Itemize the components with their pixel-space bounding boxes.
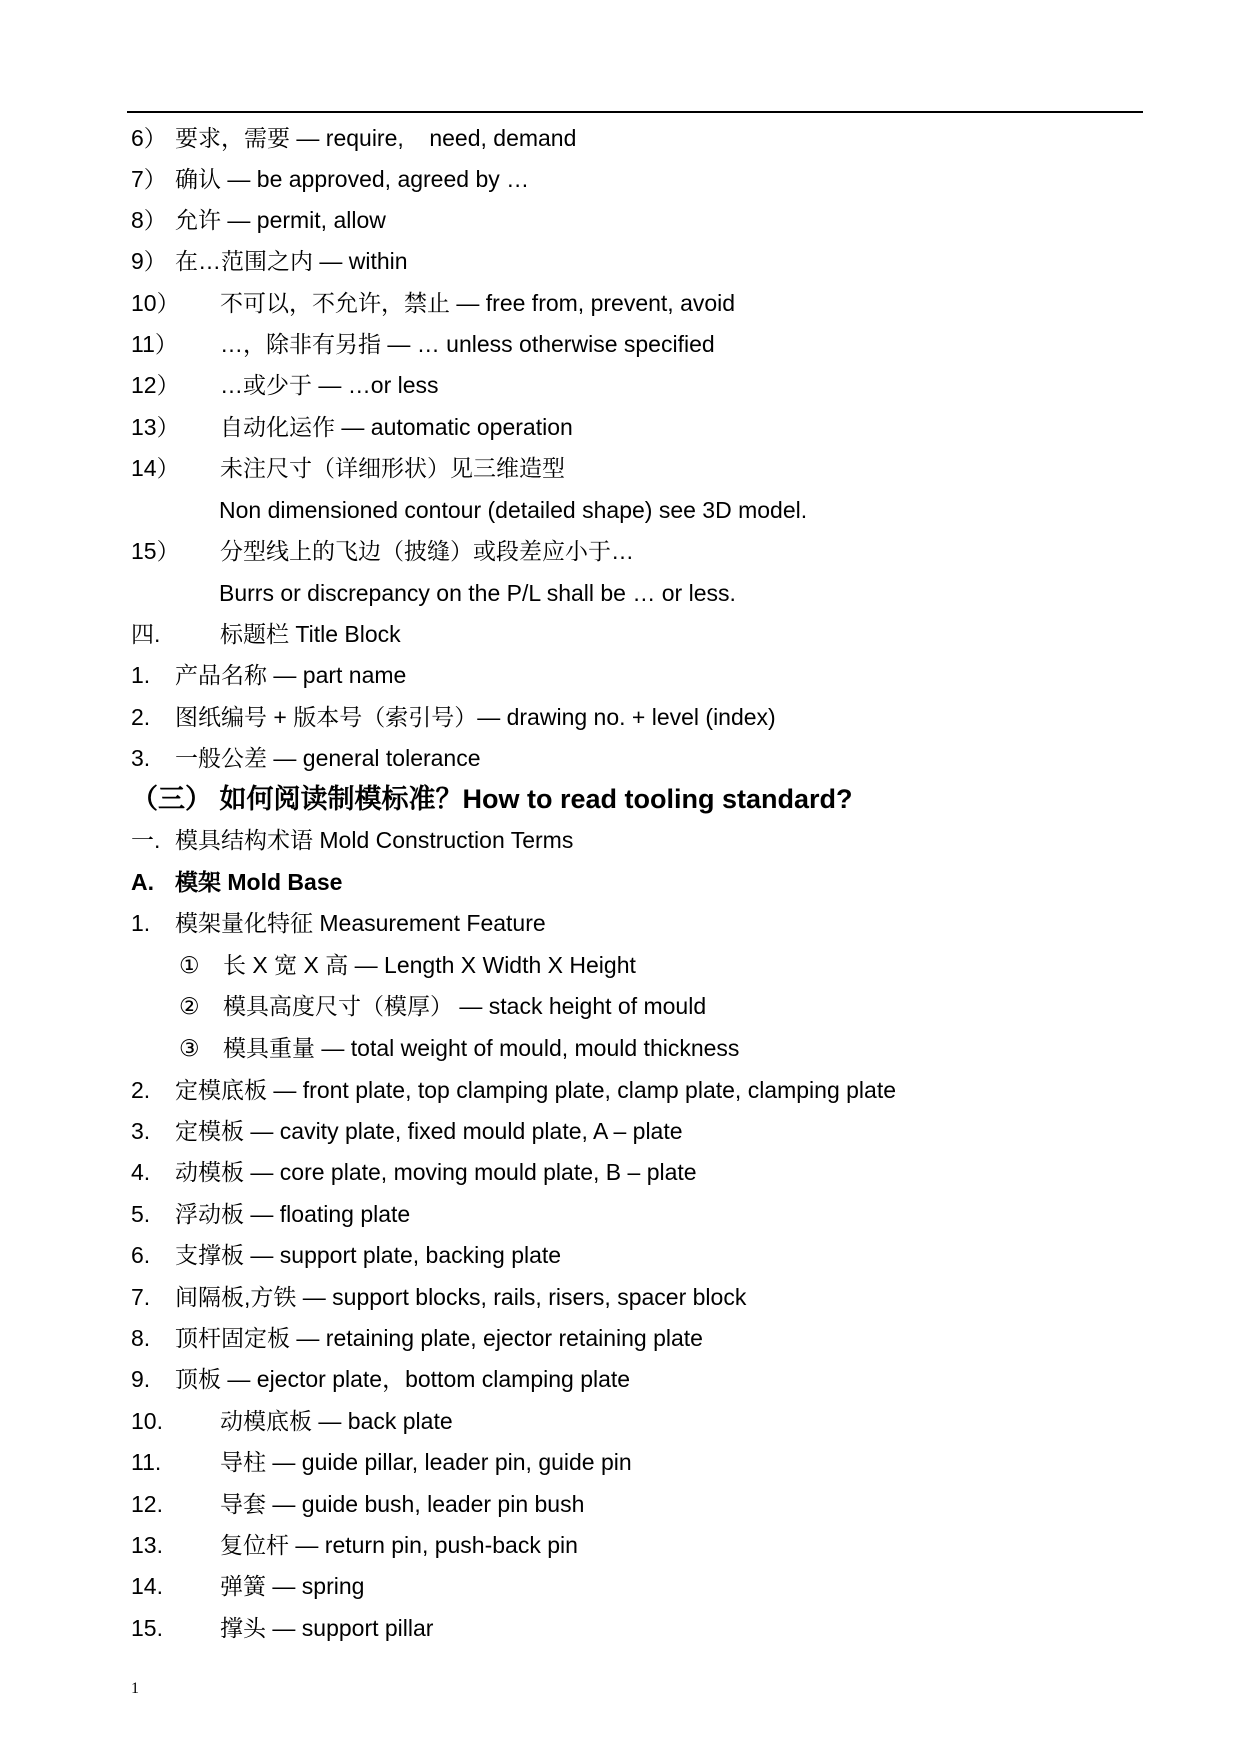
chapter-title: （三） 如何阅读制模标准？How to read tooling standard? [131,784,853,814]
item-text: Burrs or discrepancy on the P/L shall be … or less. [219,580,736,606]
list-item [131,1490,584,1518]
item-text: 模具重量 — total weight of mould, mould thickness [223,1035,740,1061]
item-marker: ③ [179,1035,200,1061]
item-number: 8. [131,1325,151,1351]
item-text: 定模底板 — front plate, top clamping plate, clamp plate, clamping plate [175,1077,897,1103]
item-text: 不可以，不允许，禁止 — free from, prevent, avoid [220,290,736,316]
item-number: 1. [131,662,151,688]
item-text: 长 X 宽 X 高 — Length X Width X Height [223,952,636,978]
item-text: 导套 — guide bush, leader pin bush [220,1491,585,1517]
sub-list-item [179,992,706,1020]
item-number: 8） [131,207,167,233]
list-item [131,1200,410,1228]
item-number: 10. [131,1408,163,1434]
item-number: 5. [131,1201,151,1227]
list-item [131,1117,683,1145]
section-number: 一. [131,827,161,853]
item-number: 13） [131,414,180,440]
section-number: 四. [131,621,161,647]
item-text: 撑头 — support pillar [220,1615,434,1641]
list-item [131,247,408,275]
list-item [131,1283,746,1311]
item-text: 顶板 — ejector plate，bottom clamping plate [175,1366,631,1392]
item-text: 间隔板,方铁 — support blocks, rails, risers, spacer block [175,1284,747,1310]
item-number: 4. [131,1159,151,1185]
item-text: Non dimensioned contour (detailed shape) see 3D model. [219,497,808,523]
item-number: 3. [131,745,151,771]
item-number: 2. [131,704,151,730]
item-text: 产品名称 — part name [175,662,407,688]
item-number: 11） [131,331,178,357]
item-text: 顶杆固定板 — retaining plate, ejector retaining plate [175,1325,703,1351]
sub-list-item [179,951,636,979]
sub-list-item [179,1034,739,1062]
item-text: 定模板 — cavity plate, fixed mould plate, A – plate [175,1118,683,1144]
continuation-line [219,496,807,524]
item-text: 自动化运作 — automatic operation [220,414,573,440]
item-number: 12） [131,372,180,398]
item-text: 浮动板 — floating plate [175,1201,411,1227]
list-item [131,413,573,441]
item-text: 支撑板 — support plate, backing plate [175,1242,562,1268]
continuation-line [219,579,736,607]
list-item [131,289,735,317]
section-heading [131,620,401,648]
chapter-heading [131,783,853,815]
item-number: 3. [131,1118,151,1144]
item-text: 导柱 — guide pillar, leader pin, guide pin [220,1449,632,1475]
item-marker: ② [179,993,200,1019]
list-item [131,371,439,399]
list-item [131,703,776,731]
section-heading [131,826,573,854]
item-number: 13. [131,1532,163,1558]
subsection-letter: A. [131,869,154,895]
list-item [131,1448,632,1476]
header-rule [127,111,1143,113]
item-text: 要求，需要 — require, need, demand [175,125,577,151]
item-number: 9. [131,1366,151,1392]
item-number: 7） [131,166,167,192]
item-text: 动模底板 — back plate [220,1408,453,1434]
item-number: 9） [131,248,167,274]
item-text: 图纸编号 + 版本号（索引号）— drawing no. + level (index) [175,704,776,730]
list-item [131,661,406,689]
list-item [131,1158,697,1186]
item-text: 动模板 — core plate, moving mould plate, B – plate [175,1159,697,1185]
item-text: 在…范围之内 — within [175,248,408,274]
item-text: 分型线上的飞边（披缝）或段差应小于… [220,538,634,564]
subsection-title: 模架 Mold Base [175,869,343,895]
list-item [131,330,715,358]
list-item [131,454,565,482]
item-text: …或少于 — …or less [220,372,439,398]
subsection-heading [131,868,342,896]
section-title: 模具结构术语 Mold Construction Terms [175,827,574,853]
item-marker: ① [179,952,200,978]
list-item [131,909,546,937]
list-item [131,744,481,772]
item-number: 14. [131,1573,163,1599]
item-number: 15. [131,1615,163,1641]
list-item [131,206,386,234]
list-item [131,1324,703,1352]
item-text: 复位杆 — return pin, push-back pin [220,1532,578,1558]
item-number: 11. [131,1449,162,1475]
list-item [131,537,634,565]
list-item [131,1407,453,1435]
item-text: 模具高度尺寸（模厚） — stack height of mould [223,993,707,1019]
list-item [131,124,576,152]
item-number: 12. [131,1491,163,1517]
item-text: 弹簧 — spring [220,1573,365,1599]
list-item [131,1531,578,1559]
item-number: 6. [131,1242,151,1268]
item-number: 2. [131,1077,151,1103]
list-item [131,1614,433,1642]
page-number: 1 [131,1680,139,1697]
section-title: 标题栏 Title Block [220,621,401,647]
item-number: 6） [131,125,167,151]
item-number: 15） [131,538,180,564]
item-text: 模架量化特征 Measurement Feature [175,910,546,936]
list-item [131,1572,364,1600]
list-item [131,165,529,193]
item-number: 1. [131,910,151,936]
item-text: 允许 — permit, allow [175,207,386,233]
list-item [131,1241,561,1269]
list-item [131,1365,630,1393]
item-number: 14） [131,455,180,481]
item-text: 未注尺寸（详细形状）见三维造型 [220,455,565,481]
item-number: 7. [131,1284,151,1310]
list-item [131,1076,896,1104]
item-text: 确认 — be approved, agreed by … [175,166,530,192]
item-text: …，除非有另指 — … unless otherwise specified [220,331,715,357]
item-number: 10） [131,290,180,316]
item-text: 一般公差 — general tolerance [175,745,481,771]
